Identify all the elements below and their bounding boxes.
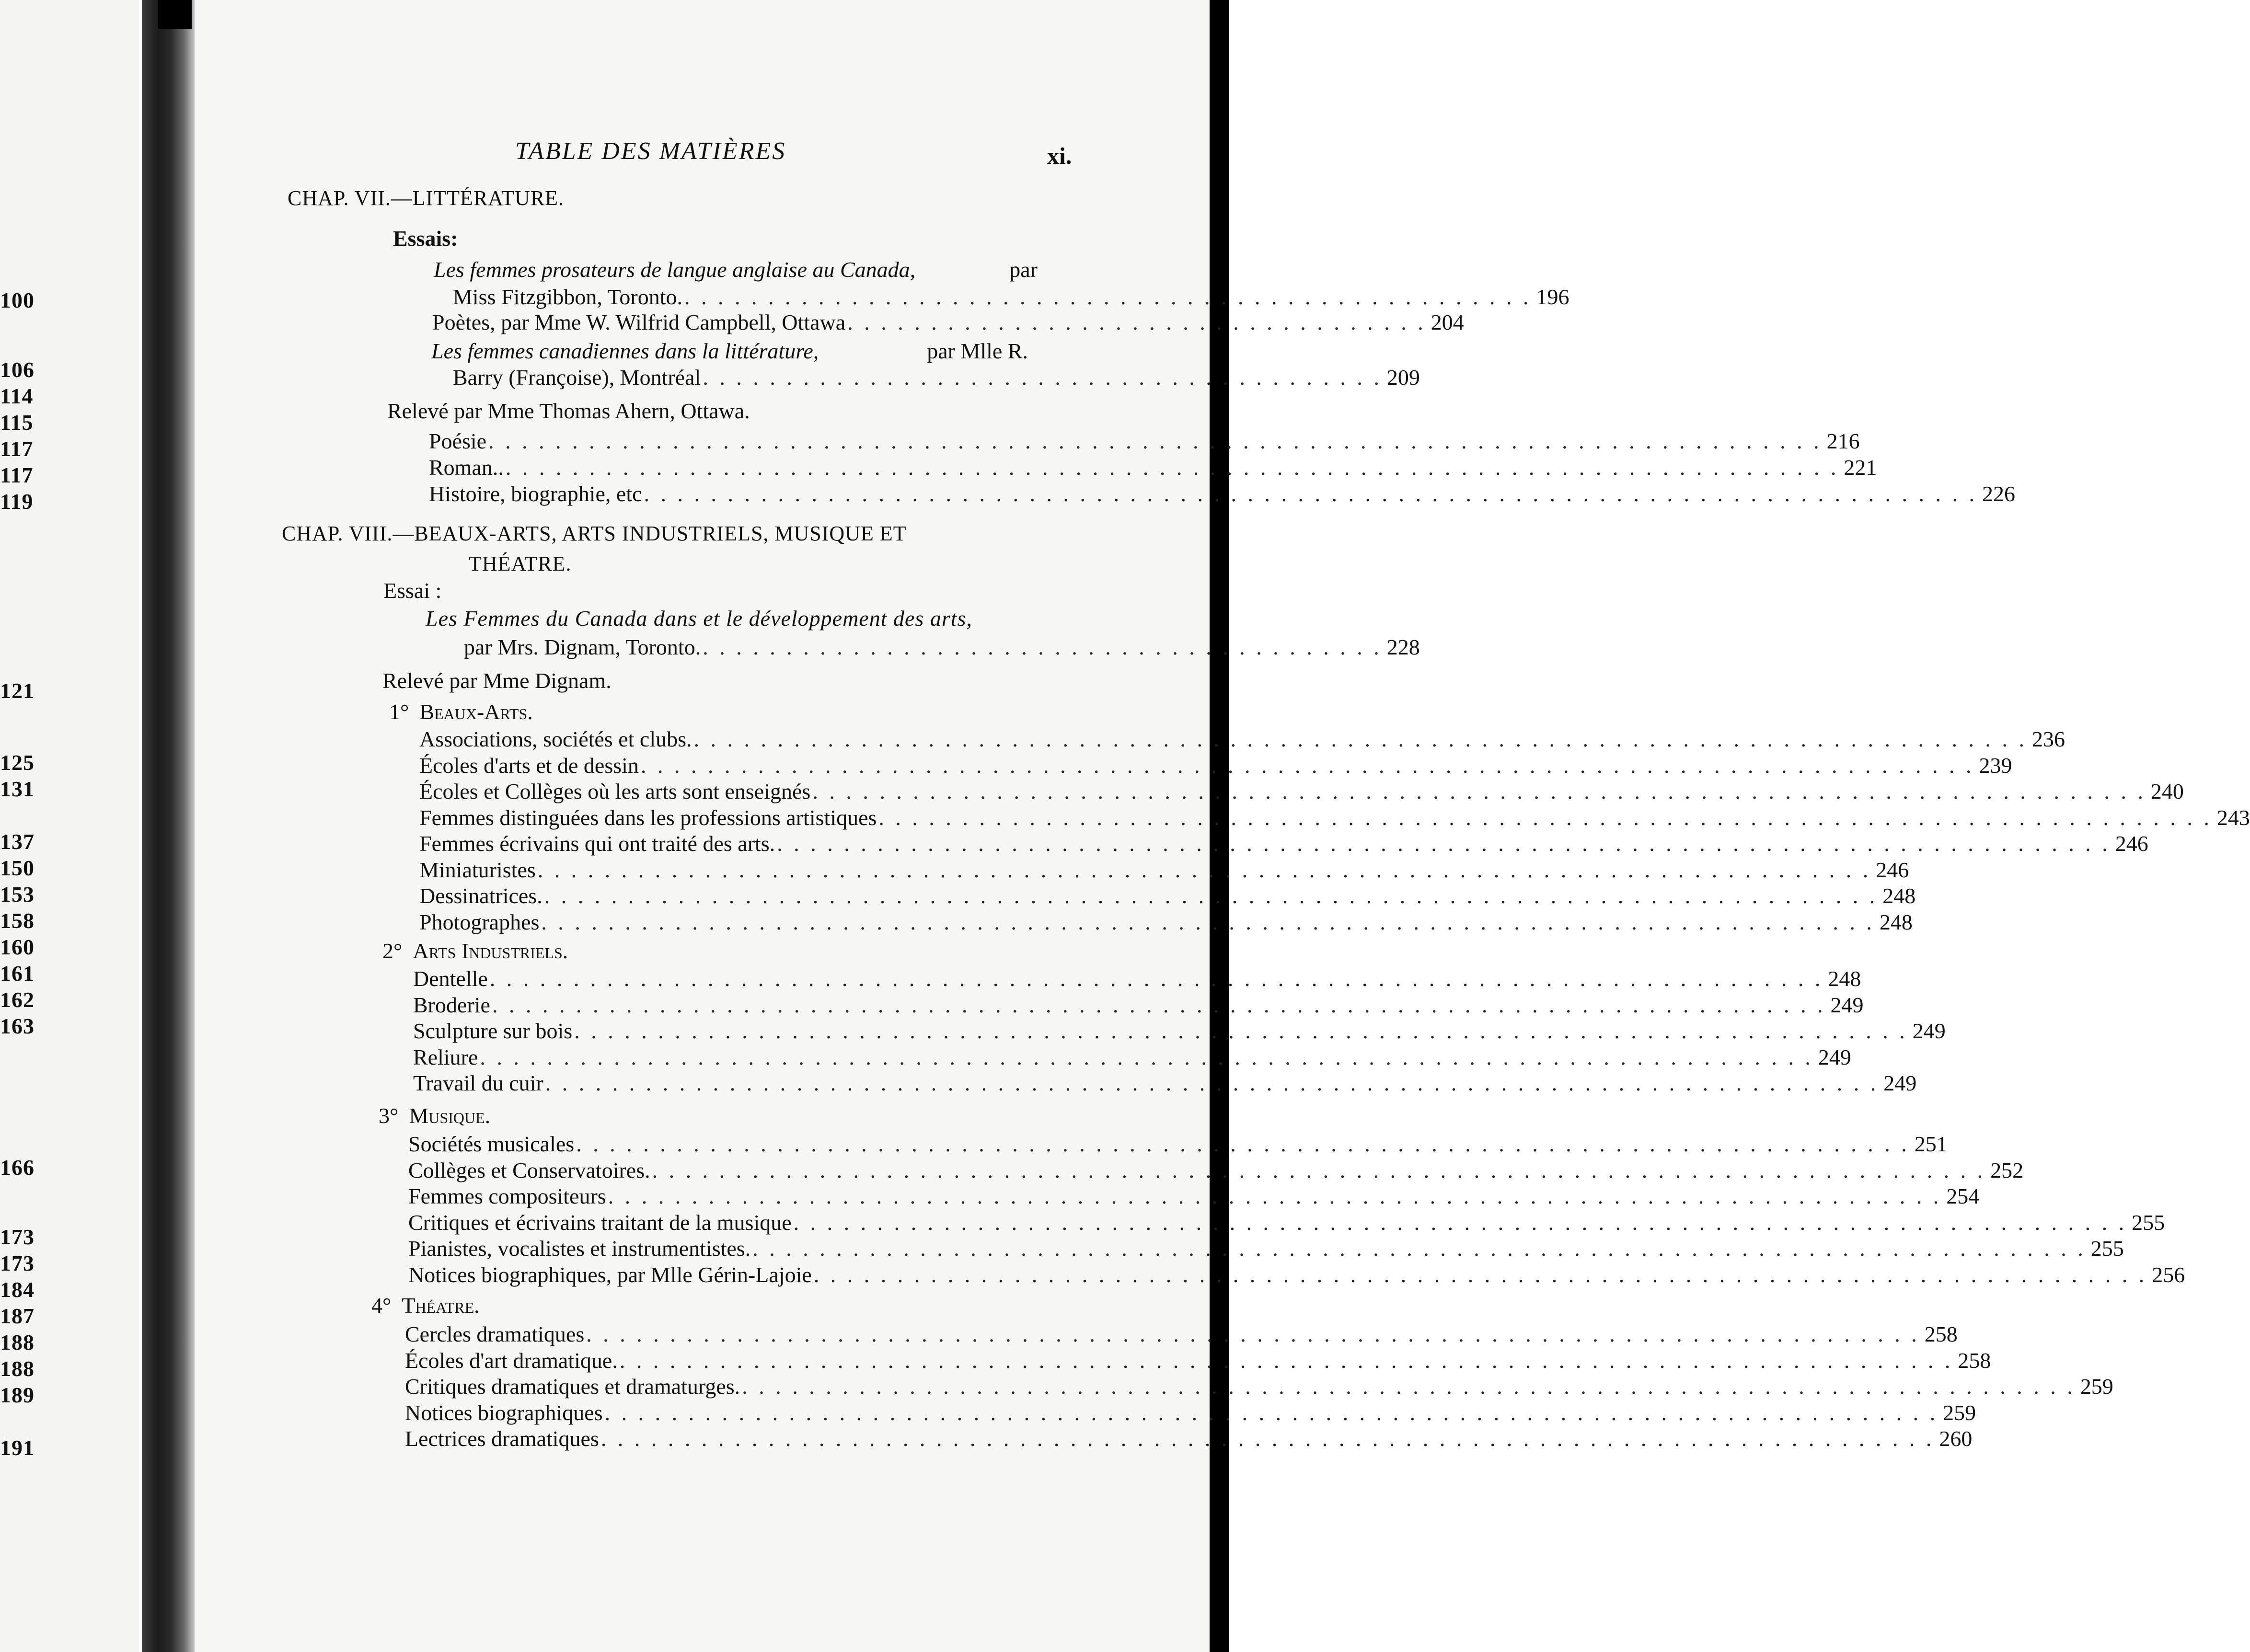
toc-entry-page: 204 bbox=[1431, 310, 1464, 334]
left-page-number: 106 bbox=[0, 357, 35, 382]
chapter-8-heading-text: CHAP. VIII.—BEAUX-ARTS, ARTS INDUSTRIELS, MUSIQUE ET bbox=[282, 522, 907, 545]
chapter-8-essay-line-1 bbox=[426, 608, 972, 630]
toc-entry-page: 256 bbox=[2152, 1262, 2185, 1287]
toc-entry-page: 221 bbox=[1844, 455, 1877, 480]
toc-entry bbox=[405, 1348, 1991, 1373]
toc-entry-page: 255 bbox=[2090, 1236, 2124, 1261]
left-page-number: 158 bbox=[0, 908, 35, 933]
toc-entry-page: 246 bbox=[2115, 831, 2148, 856]
toc-entry-page: 252 bbox=[1990, 1158, 2024, 1182]
toc-entry bbox=[419, 883, 1916, 908]
leader-dots: . . . . . . . . . . . . . . . . . . . . . . . . . . . . . . . . . . . . . . . . . . . . . . . . . . . . . . . . . . . . . . . . . . . . . . . . . . . . . . . . bbox=[604, 1400, 1938, 1425]
toc-entry-label: Sculpture sur bois bbox=[413, 1019, 573, 1043]
toc-entry-label: Cercles dramatiques bbox=[405, 1322, 585, 1346]
left-page-number: 166 bbox=[0, 1155, 35, 1180]
chapter-7-essay-3-line-1 bbox=[431, 340, 1028, 362]
toc-entry-label: Écoles d'art dramatique. bbox=[405, 1348, 618, 1373]
toc-entry bbox=[419, 753, 2012, 778]
left-page-number: 131 bbox=[0, 777, 35, 801]
chapter-8-heading-text-2: THÉATRE. bbox=[469, 552, 572, 575]
toc-entry-page: 248 bbox=[1882, 883, 1916, 908]
section-heading bbox=[371, 1295, 480, 1317]
left-page-number: 191 bbox=[0, 1435, 35, 1460]
leader-dots: . . . . . . . . . . . . . . . . . . . . . . . . . . . . . . . . . . . . . . . . . . . . . . . . . . . . . . . . . . . . . . . . . . . . . . . . . . . . . . . . bbox=[544, 883, 1878, 908]
toc-entry bbox=[408, 1184, 1980, 1208]
left-page-number: 117 bbox=[0, 463, 34, 487]
toc-entry bbox=[413, 1045, 1851, 1069]
toc-entry: Miss Fitzgibbon, Toronto. . . . . . . . . . . . . . . . . . . . . . . . . . . . . . . . . . . . . . . . . . . . . . . . . . . . 196 bbox=[453, 285, 1569, 309]
leader-dots: . . . . . . . . . . . . . . . . . . . . . . . . . . . . . . . . . . . . . . . . . . . . . . . . . . . . . . . . . . . . . . . . . . . . . . . . . . . . . . . . bbox=[537, 858, 1871, 882]
folio bbox=[1047, 144, 1072, 168]
left-page-number: 184 bbox=[0, 1277, 35, 1302]
toc-entry-page: 254 bbox=[1946, 1184, 1980, 1208]
section-title: Musique. bbox=[409, 1103, 491, 1128]
toc-entry-page: 249 bbox=[1912, 1019, 1946, 1043]
toc-entry bbox=[408, 1158, 2024, 1182]
section-number: 3° bbox=[379, 1103, 399, 1128]
toc-entry-label: Reliure bbox=[413, 1045, 478, 1069]
leader-dots: . . . . . . . . . . . . . . . . . . . . . . . . . . . . . . . . . . . . . . . . . . . . . . . . . . . . . . . . . . . . . . . . . . . . . . . . . . . . . . . . bbox=[742, 1374, 2076, 1399]
left-page-number: 114 bbox=[0, 384, 34, 408]
toc-entry-page: 248 bbox=[1828, 966, 1861, 991]
leader-dots: . . . . . . . . . . . . . . . . . . . . . . . . . . . . . . . . . . . . . . . . . . . . . . . . . . . . . . . . . . . . . . . . . . . . . . . . . . . . . . . . bbox=[489, 966, 1823, 991]
toc-entry bbox=[405, 1374, 2113, 1399]
folio-text: xi. bbox=[1047, 142, 1072, 169]
leader-dots: . . . . . . . . . . . . . . . . . . . . . . . . . . . . . . . . . . . . . . . . . . . . . . . . . . . . . . . . . . . . . . . . . . . . . . . . . . . . . . . . bbox=[878, 805, 2212, 830]
leader-dots: . . . . . . . . . . . . . . . . . . . . . . . . . . . . . . . . . . . . . . . . . . . . . . . . . . . . . . . . . . . . . . . . . . . . . . . . . . . . . . . . bbox=[652, 1158, 1986, 1182]
toc-entry-label: Associations, sociétés et clubs. bbox=[419, 727, 692, 751]
gutter-shadow bbox=[158, 0, 192, 29]
toc-entry bbox=[413, 1071, 1917, 1095]
toc-entry-label: Femmes compositeurs bbox=[408, 1184, 606, 1208]
leader-dots: . . . . . . . . . . . . . . . . . . . . . . . . . . . . . . . . . . . . . . . . . . . . . . . . . . . . . . . . . . . . . . . . . . . . . . . . . . . . . . . . bbox=[480, 1045, 1813, 1069]
leader-dots: . . . . . . . . . . . . . . . . . . . . . . . . . . . . . . . . . . . . . . . . . . . . . . . . . . . . . . . . . . . . . . . . . . . . . . . . . . . . . . . . bbox=[586, 1322, 1920, 1346]
toc-entry-label: Écoles d'arts et de dessin bbox=[419, 753, 639, 778]
leader-dots: . . . . . . . . . . . . . . . . . . . . . . . . . . . . . . . . . . . . . . . . . . . . . . . . . . . . . . . . . . . . . . . . . . . . . . . . . . . . . . . . bbox=[619, 1348, 1953, 1373]
toc-entry-page: 243 bbox=[2216, 805, 2250, 830]
toc-entry-page: 259 bbox=[2080, 1374, 2113, 1399]
essay-1-par: par bbox=[1009, 257, 1038, 282]
toc-entry bbox=[405, 1426, 1973, 1451]
toc-entry-label: Barry (Françoise), Montréal bbox=[453, 365, 701, 390]
left-page-number: 188 bbox=[0, 1330, 35, 1354]
chapter-8-essai-label bbox=[383, 580, 441, 602]
toc-entry bbox=[405, 1322, 1958, 1346]
toc-entry-label: Femmes écrivains qui ont traité des arts. bbox=[419, 831, 775, 856]
left-page-number: 150 bbox=[0, 856, 35, 880]
leader-dots: . . . . . . . . . . . . . . . . . . . . . . . . . . . . . . . . . . . . . . . . . . . . . . . . . . . . . . . . . . . . . . . . . . . . . . . . . . . . . . . . bbox=[793, 1210, 2127, 1235]
left-page-number: 100 bbox=[0, 288, 35, 312]
toc-entry-page: 255 bbox=[2132, 1210, 2165, 1235]
running-head-title-text: TABLE DES MATIÈRES bbox=[515, 138, 786, 165]
section-title: Arts Industriels. bbox=[413, 939, 568, 963]
toc-entry-page: 258 bbox=[1958, 1348, 1991, 1373]
toc-entry bbox=[408, 1262, 2185, 1287]
toc-entry bbox=[405, 1400, 1976, 1425]
toc-entry-page: 226 bbox=[1982, 482, 2016, 506]
releve-text: Relevé par Mme Dignam. bbox=[382, 668, 612, 693]
toc-entry bbox=[429, 429, 1860, 453]
toc-entry-page: 228 bbox=[1386, 635, 1420, 659]
toc-entry-page: 240 bbox=[2150, 779, 2184, 803]
toc-entry-page: 196 bbox=[1536, 285, 1569, 309]
toc-entry-label: Notices biographiques, par Mlle Gérin-Lajoie bbox=[408, 1262, 812, 1287]
section-number: 2° bbox=[382, 939, 403, 963]
left-page-number: 188 bbox=[0, 1356, 35, 1381]
toc-entry bbox=[419, 831, 2148, 856]
toc-entry bbox=[413, 1019, 1946, 1043]
toc-entry bbox=[413, 966, 1861, 991]
toc-entry: Barry (Françoise), Montréal . . . . . . . . . . . . . . . . . . . . . . . . . . . . . . . . . . . . . . . . . 209 bbox=[453, 365, 1420, 390]
toc-entry-label: Histoire, biographie, etc bbox=[429, 482, 642, 506]
toc-entry-page: 216 bbox=[1826, 429, 1860, 453]
toc-entry-page: 249 bbox=[1818, 1045, 1851, 1069]
leader-dots: . . . . . . . . . . . . . . . . . . . . . . . . . . . . . . . . . . . . . . . . . . . . . . . . . . . . . . . . . . . . . . . . . . . . . . . . . . . . . . . . bbox=[492, 993, 1826, 1017]
left-page-number: 187 bbox=[0, 1304, 35, 1328]
toc-entry: Poètes, par Mme W. Wilfrid Campbell, Ottawa . . . . . . . . . . . . . . . . . . . . . . . . . . . . . . . . . . . 204 bbox=[432, 310, 1464, 334]
chapter-8-releve bbox=[382, 670, 612, 692]
left-page-number: 189 bbox=[0, 1383, 35, 1407]
toc-entry-page: 209 bbox=[1386, 365, 1420, 390]
leader-dots: . . . . . . . . . . . . . . . . . . . . . . . . . . . . . . . . . . . . . . . . . . . . . . . . . . . . . . . . . . . . . . . . . . . . . . . . . . . . . . . . bbox=[505, 455, 1839, 480]
toc-entry bbox=[419, 727, 2065, 751]
chapter-7-essay-1-line-1 bbox=[434, 259, 1038, 281]
toc-entry bbox=[408, 1210, 2165, 1235]
left-page-number: 173 bbox=[0, 1225, 35, 1249]
leader-dots: . . . . . . . . . . . . . . . . . . . . . . . . . . . . . . . . . . . . . . . . . . . . . . . . . . . . . . . . . . . . . . . . . . . . . . . . . . . . . . . . bbox=[545, 1071, 1879, 1095]
toc-entry-label: Broderie bbox=[413, 993, 490, 1017]
toc-entry-page: 248 bbox=[1879, 910, 1913, 934]
essais-label: Essais: bbox=[393, 226, 458, 251]
section-heading bbox=[389, 701, 533, 723]
essai-label: Essai : bbox=[383, 578, 442, 603]
toc-entry-page: 246 bbox=[1876, 858, 1909, 882]
toc-entry bbox=[408, 1236, 2124, 1261]
toc-entry-label: Critiques dramatiques et dramaturges. bbox=[405, 1374, 740, 1399]
chapter-8-essay-title: Les Femmes du Canada dans et le développement des arts, bbox=[426, 606, 972, 631]
leader-dots: . . . . . . . . . . . . . . . . . . . . . . . . . . . . . . . . . . . . . . . . . . . . . . . . . . . . . . . . . . . . . . . . . . . . . . . . . . . . . . . . bbox=[644, 482, 1978, 506]
toc-entry bbox=[419, 805, 2250, 830]
leader-dots: . . . . . . . . . . . . . . . . . . . . . . . . . . . . . . . . . . . . . . . . . . . . . . . . . . . . . . . . . . . . . . . . . . . . . . . . . . . . . . . . bbox=[608, 1184, 1942, 1208]
toc-entry bbox=[419, 858, 1909, 882]
chapter-7-heading-text: CHAP. VII.—LITTÉRATURE. bbox=[288, 186, 565, 210]
toc-entry-label: Femmes distinguées dans les professions artistiques bbox=[419, 805, 877, 830]
running-head-title bbox=[515, 139, 786, 164]
toc-entry-page: 259 bbox=[1943, 1400, 1976, 1425]
left-page-number: 137 bbox=[0, 829, 35, 854]
leader-dots: . . . . . . . . . . . . . . . . . . . . . . . . . . . . . . . . . . . . . . . . . . . . . . . . . . . . . . . . . . . . . . . . . . . . . . . . . . . . . . . . bbox=[693, 727, 2028, 751]
left-page-number: 117 bbox=[0, 436, 34, 461]
toc-entry-page: 236 bbox=[2032, 727, 2065, 751]
toc-entry-label: Collèges et Conservatoires. bbox=[408, 1158, 650, 1182]
toc-entry-label: Dentelle bbox=[413, 966, 488, 991]
leader-dots: . . . . . . . . . . . . . . . . . . . . . . . . . . . . . . . . . . . . . . . . . . . . . . . . . . . . . . . . . . . . . . . . . . . . . . . . . . . . . . . . bbox=[777, 831, 2111, 856]
toc-entry-label: Dessinatrices. bbox=[419, 883, 542, 908]
left-page-number: 121 bbox=[0, 678, 35, 703]
left-facing-page bbox=[0, 0, 139, 1652]
section-heading bbox=[379, 1105, 490, 1127]
toc-entry-label: Photographes bbox=[419, 910, 540, 934]
toc-entry-label: Sociétés musicales bbox=[408, 1132, 575, 1156]
toc-entry-label: Notices biographiques bbox=[405, 1400, 603, 1425]
toc-entry-label: Miniaturistes bbox=[419, 858, 536, 882]
toc-entry-page: 249 bbox=[1883, 1071, 1917, 1095]
toc-entry-label: Travail du cuir bbox=[413, 1071, 543, 1095]
toc-entry-label: Roman.. bbox=[429, 455, 504, 480]
left-page-number: 153 bbox=[0, 882, 35, 906]
chapter-7-heading bbox=[288, 188, 564, 209]
left-page-number: 119 bbox=[0, 489, 34, 514]
leader-dots: . . . . . . . . . . . . . . . . . . . . . . . . . . . . . . . . . . . . . . . . . . . . . . . . . . . . . . . . . . . . . . . . . . . . . . . . . . . . . . . . bbox=[812, 779, 2146, 803]
leader-dots: . . . . . . . . . . . . . . . . . . . . . . . . . . . . . . . . . . . . . . . . . . . . . . . . . . . . . . . . . . . . . . . . . . . . . . . . . . . . . . . . bbox=[752, 1236, 2086, 1261]
toc-entry bbox=[413, 993, 1864, 1017]
left-page-number: 160 bbox=[0, 935, 35, 959]
toc-entry-page: 249 bbox=[1830, 993, 1864, 1017]
leader-dots: . . . . . . . . . . . . . . . . . . . . . . . . . . . . . . . . . . . . . . . . . . . . . . . . . . . . . . . . . . . . . . . . . . . . . . . . . . . . . . . . bbox=[541, 910, 1875, 934]
toc-entry-label: Critiques et écrivains traitant de la musique bbox=[408, 1210, 792, 1235]
section-number: 1° bbox=[389, 700, 409, 724]
toc-entry bbox=[419, 910, 1913, 934]
toc-entry-label: par Mrs. Dignam, Toronto. bbox=[464, 635, 701, 659]
left-page-number: 161 bbox=[0, 961, 35, 986]
left-page-number: 173 bbox=[0, 1251, 35, 1275]
toc-entry-label: Pianistes, vocalistes et instrumentistes. bbox=[408, 1236, 751, 1261]
section-heading bbox=[382, 940, 568, 962]
left-page-number: 125 bbox=[0, 750, 35, 775]
toc-entry-label: Miss Fitzgibbon, Toronto. bbox=[453, 285, 682, 309]
toc-entry bbox=[419, 779, 2184, 803]
toc-entry: par Mrs. Dignam, Toronto. . . . . . . . . . . . . . . . . . . . . . . . . . . . . . . . . . . . . . . . . . 228 bbox=[464, 635, 1420, 659]
section-number: 4° bbox=[371, 1293, 392, 1318]
section-title: Beaux-Arts. bbox=[419, 700, 533, 724]
toc-entry bbox=[408, 1132, 1948, 1156]
leader-dots: . . . . . . . . . . . . . . . . . . . . . . . . . . . . . . . . . . . . . . . . . . . . . . . . . . . . . . . . . . . . . . . . . . . . . . . . . . . . . . . . bbox=[600, 1426, 1935, 1451]
essay-1-title: Les femmes prosateurs de langue anglaise au Canada, bbox=[434, 257, 916, 282]
toc-entry-page: 258 bbox=[1924, 1322, 1958, 1346]
left-page-number: 115 bbox=[0, 410, 34, 435]
toc-entry-page: 239 bbox=[1979, 753, 2012, 778]
leader-dots: . . . . . . . . . . . . . . . . . . . . . . . . . . . . . . . . . . . . . . . . . . . . . . . . . . . . . . . . . . . . . . . . . . . . . . . . . . . . . . . . bbox=[488, 429, 1822, 453]
leader-dots: . . . . . . . . . . . . . . . . . . . . . . . . . . . . . . . . . . . . . . . . . . . . . . . . . . . . . . . . . . . . . . . . . . . . . . . . . . . . . . . . bbox=[576, 1132, 1910, 1156]
leader-dots: . . . . . . . . . . . . . . . . . . . . . . . . . . . . . . . . . . . . . . . . . . . . . . . . . . . . . . . . . . . . . . . . . . . . . . . . . . . . . . . . bbox=[574, 1019, 1908, 1043]
toc-entry bbox=[429, 482, 2016, 506]
toc-entry bbox=[429, 455, 1877, 480]
chapter-8-heading-line-1 bbox=[282, 523, 907, 544]
toc-entry-label: Écoles et Collèges où les arts sont enseignés bbox=[419, 779, 811, 803]
book-gutter bbox=[142, 0, 195, 1652]
essay-3-title: Les femmes canadiennes dans la littérature, bbox=[431, 339, 819, 363]
left-page-number: 162 bbox=[0, 987, 35, 1012]
left-page-number: 163 bbox=[0, 1014, 35, 1038]
releve-text: Relevé par Mme Thomas Ahern, Ottawa. bbox=[387, 399, 750, 423]
toc-entry-page: 251 bbox=[1914, 1132, 1948, 1156]
leader-dots: . . . . . . . . . . . . . . . . . . . . . . . . . . . . . . . . . . . . . . . . . . . . . . . . . . . . . . . . . . . . . . . . . . . . . . . . . . . . . . . . bbox=[813, 1262, 2147, 1287]
chapter-8-heading-line-2 bbox=[469, 553, 572, 574]
chapter-7-essais-label bbox=[393, 228, 458, 250]
toc-entry-label: Poésie bbox=[429, 429, 487, 453]
toc-entry-label: Lectrices dramatiques bbox=[405, 1426, 599, 1451]
leader-dots: . . . . . . . . . . . . . . . . . . . . . . . . . . . . . . . . . . . . . . . . . . . . . . . . . . . . . . . . . . . . . . . . . . . . . . . . . . . . . . . . bbox=[640, 753, 1974, 778]
toc-entry-page: 260 bbox=[1939, 1426, 1973, 1451]
essay-3-author-start: par Mlle R. bbox=[927, 339, 1028, 363]
chapter-7-releve bbox=[387, 400, 750, 422]
section-title: Théatre. bbox=[402, 1293, 480, 1318]
toc-entry-label: Poètes, par Mme W. Wilfrid Campbell, Ottawa bbox=[432, 310, 846, 334]
